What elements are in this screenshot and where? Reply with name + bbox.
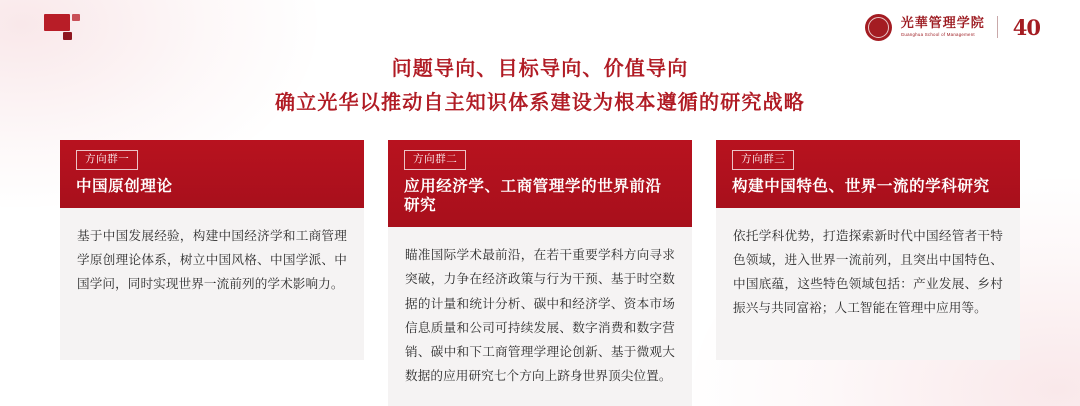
anniversary-badge: 40 xyxy=(1012,14,1040,40)
card-body: 依托学科优势，打造探索新时代中国经管者干特色领域，进入世界一流前列，且突出中国特色、中国底蕴，这些特色领域包括：产业发展、乡村振兴与共同富裕；人工智能在管理中应用等。 xyxy=(716,208,1020,360)
card-list xyxy=(60,140,1020,406)
card-tag: 方向群一 xyxy=(76,150,138,170)
card-title: 中国原创理论 xyxy=(76,177,173,195)
card-body: 瞄准国际学术最前沿，在若干重要学科方向寻求突破，力争在经济政策与行为干预、基于时空数据的计量和统计分析、碳中和经济学、资本市场信息质量和公司可持续发展、数字消费和数字营销、碳中和下工商管理学理论创新、基于微观大数据的应用研究七个方向上跻身世界顶尖位置。 xyxy=(388,227,692,406)
brand-lockup xyxy=(865,12,1040,42)
brand-name xyxy=(901,17,985,37)
card-header xyxy=(388,140,692,227)
card-tag: 方向群二 xyxy=(404,150,466,170)
logo-block-primary xyxy=(44,14,70,31)
brand-name-en: Guanghua School of Management xyxy=(900,31,975,37)
gsm-square-logo-icon xyxy=(44,14,90,40)
logo-block-secondary xyxy=(72,14,80,21)
brand-divider xyxy=(997,16,998,38)
card-title: 应用经济学、工商管理学的世界前沿研究 xyxy=(404,177,662,214)
university-seal-icon xyxy=(865,14,892,41)
card-tag: 方向群三 xyxy=(732,150,794,170)
card-body: 基于中国发展经验，构建中国经济学和工商管理学原创理论体系，树立中国风格、中国学派、中国学问，同时实现世界一流前列的学术影响力。 xyxy=(60,208,364,360)
card-item xyxy=(60,140,364,406)
logo-block-tertiary xyxy=(63,32,72,40)
card-header xyxy=(716,140,1020,208)
page-title-line-1: 问题导向、目标导向、价值导向 xyxy=(391,58,689,80)
page-title xyxy=(0,54,1080,118)
brand-name-cn: 光華管理学院 xyxy=(900,15,985,31)
card-item xyxy=(388,140,692,406)
card-title: 构建中国特色、世界一流的学科研究 xyxy=(732,177,990,195)
card-item xyxy=(716,140,1020,406)
card-header xyxy=(60,140,364,208)
page-title-line-2: 确立光华以推动自主知识体系建设为根本遵循的研究战略 xyxy=(275,92,805,114)
